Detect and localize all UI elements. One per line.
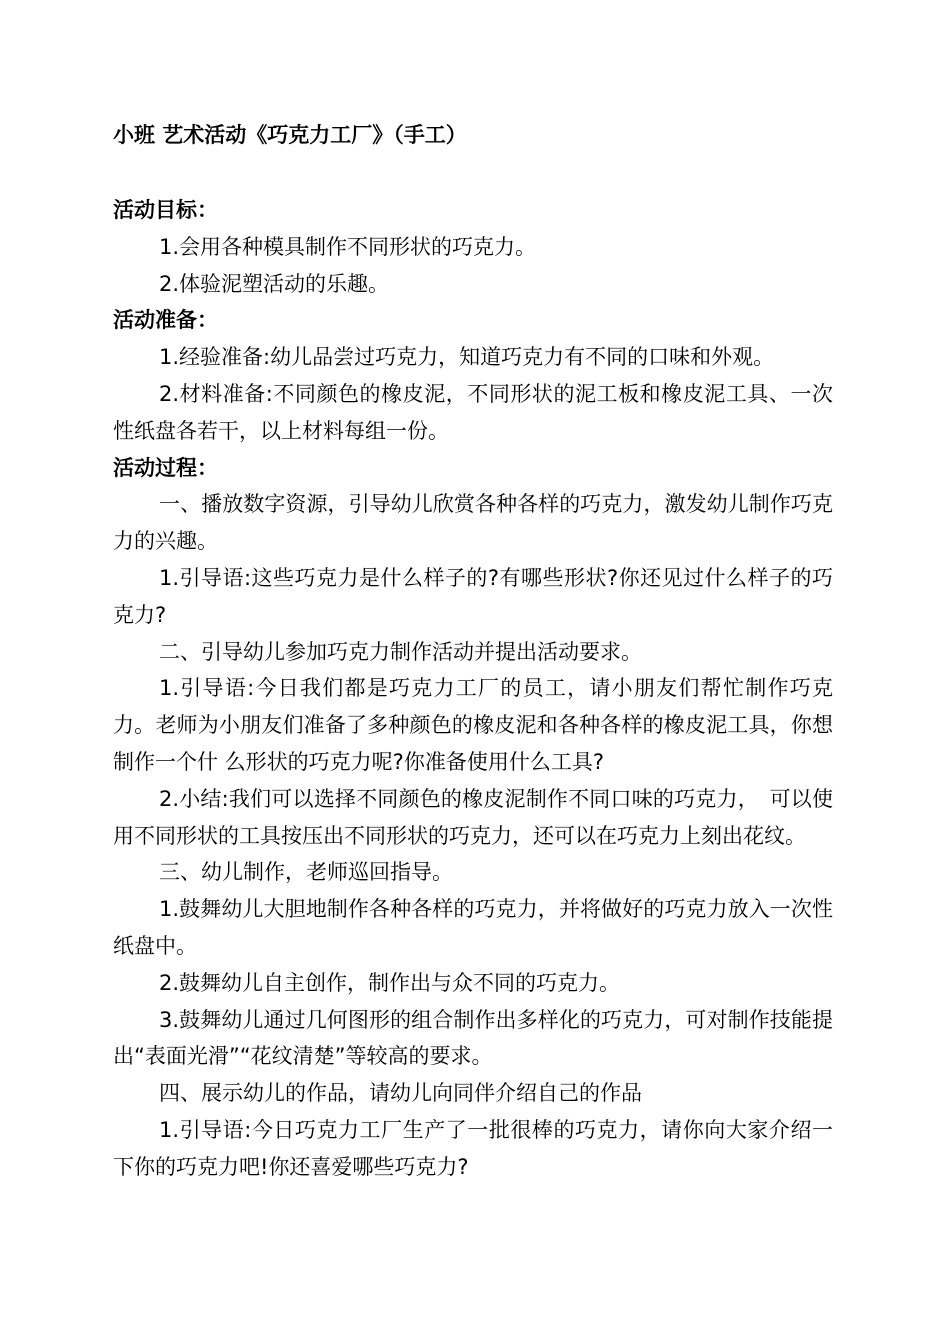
section-preparation <box>113 302 833 449</box>
paragraph: 一、播放数字资源，引导幼儿欣赏各种各样的巧克力，激发幼儿制作巧克力的兴趣。 <box>113 492 833 554</box>
paragraph: 2.材料准备:不同颜色的橡皮泥，不同形状的泥工板和橡皮泥工具、一次性纸盘各若干，以上材料每组一份。 <box>113 381 833 443</box>
paragraph: 四、展示幼儿的作品，请幼儿向同伴介绍自己的作品 <box>159 1081 642 1106</box>
paragraph: 2.鼓舞幼儿自主创作，制作出与众不同的巧克力。 <box>159 970 621 995</box>
section-heading: 活动过程： <box>113 455 218 480</box>
paragraph: 1.引导语:这些巧克力是什么样子的?有哪些形状?你还见过什么样子的巧克力? <box>113 565 833 627</box>
paragraph: 2.体验泥塑活动的乐趣。 <box>159 271 390 296</box>
document-body <box>113 192 833 1186</box>
paragraph: 二、引导幼儿参加巧克力制作活动并提出活动要求。 <box>159 639 642 664</box>
document-title: 小班 艺术活动《巧克力工厂》（手工） <box>113 123 467 147</box>
section-heading: 活动目标： <box>113 198 218 222</box>
section-goals <box>113 192 833 302</box>
paragraph: 1.经验准备:幼儿品尝过巧克力，知道巧克力有不同的口味和外观。 <box>159 345 775 370</box>
paragraph: 三、幼儿制作，老师巡回指导。 <box>159 860 453 885</box>
paragraph: 1.引导语:今日巧克力工厂生产了一批很棒的巧克力，请你向大家介绍一下你的巧克力吧!你还喜爱哪些巧克力? <box>113 1117 833 1179</box>
paragraph: 2.小结:我们可以选择不同颜色的橡皮泥制作不同口味的巧克力， 可以使用不同形状的工具按压出不同形状的巧克力，还可以在巧克力上刻出花纹。 <box>113 786 833 848</box>
section-process <box>113 450 833 1186</box>
paragraph: 1.引导语:今日我们都是巧克力工厂的员工，请小朋友们帮忙制作巧克力。老师为小朋友们准备了多种颜色的橡皮泥和各种各样的橡皮泥工具，你想制作一个什 么形状的巧克力呢?你准备使用什么工具? <box>113 676 833 774</box>
paragraph: 1.鼓舞幼儿大胆地制作各种各样的巧克力，并将做好的巧克力放入一次性纸盘中。 <box>113 897 833 958</box>
section-heading: 活动准备： <box>113 308 218 333</box>
paragraph: 3.鼓舞幼儿通过几何图形的组合制作出多样化的巧克力，可对制作技能提出“表面光滑”“花纹清楚”等较高的要求。 <box>113 1007 833 1069</box>
paragraph: 1.会用各种模具制作不同形状的巧克力。 <box>159 234 537 259</box>
